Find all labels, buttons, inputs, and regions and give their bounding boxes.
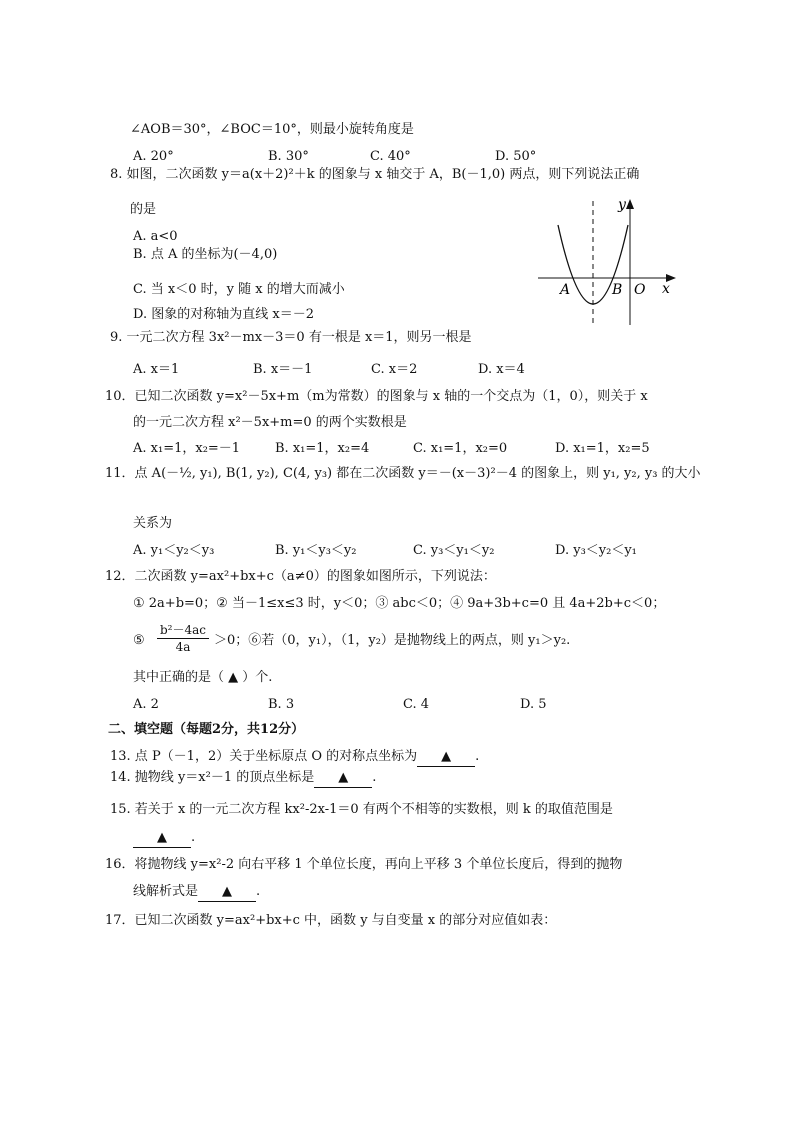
q16-text: 线解析式是 [133,884,199,899]
q7-option-b: B. 30° [268,149,309,164]
q11-option-c: C. y₃＜y₁＜y₂ [413,543,495,558]
q12-option-c: C. 4 [403,697,430,712]
q10-line1: 10．已知二次函数 y=x²－5x+m（m为常数）的图象与 x 轴的一个交点为（1，0），则关于 x [105,389,648,404]
q13-answer-blank[interactable]: ▲ [417,748,475,767]
q12-line1: 12．二次函数 y=ax²+bx+c（a≠0）的图象如图所示，下列说法： [105,569,496,584]
q9-option-b: B. x＝－1 [253,362,313,377]
q14-period: . [372,770,377,785]
q8-parabola-graph [530,193,680,333]
q7-tail-text: ∠AOB＝30°，∠BOC＝10°，则最小旋转角度是 [130,122,414,137]
q16-answer-blank[interactable]: ▲ [198,883,256,902]
q17-text: 17．已知二次函数 y=ax²+bx+c 中，函数 y 与自变量 x 的部分对应值如表： [105,913,557,928]
q11-line1: 11．点 A(－½, y₁), B(1, y₂), C(4, y₃) 都在二次函数 y＝－(x－3)²－4 的图象上，则 y₁, y₂, y₃ 的大小 [105,466,701,481]
graph-label-o: O [634,282,646,298]
q9-option-d: D. x＝4 [478,362,525,377]
q12-line2: ① 2a+b=0；② 当－1≤x≤3 时，y＜0；③ abc＜0；④ 9a+3b+c=0 且 4a+2b+c＜0； [133,596,666,611]
q10-option-c: C. x₁=1，x₂=0 [413,441,508,456]
graph-label-b: B [612,282,623,298]
q10-option-d: D. x₁=1，x₂=5 [555,441,650,456]
q12-fraction-denominator: 4a [175,640,191,654]
q14-text: 14. 抛物线 y＝x²－1 的顶点坐标是 [110,770,315,785]
q12-line3-prefix: ⑤ [133,633,145,648]
q8-option-c: C. 当 x＜0 时，y 随 x 的增大而减小 [133,282,345,297]
graph-label-x: x [662,281,670,297]
graph-label-a: A [560,282,571,298]
q16-line2 [133,883,260,902]
q8-option-d: D. 图象的对称轴为直线 x＝－2 [133,307,314,322]
q8-line2: 的是 [130,202,157,217]
q14 [110,769,376,788]
q10-option-a: A. x₁=1，x₂=－1 [133,441,241,456]
q7-option-d: D. 50° [495,149,537,164]
q11-option-d: D. y₃＜y₂＜y₁ [555,543,637,558]
q13-period: . [475,749,480,764]
q12-option-a: A. 2 [133,697,159,712]
y-axis-arrow-icon [626,199,634,209]
section2-title: 二、填空题（每题2分，共12分） [108,722,305,737]
q13 [110,748,479,767]
q12-line3-suffix: ＞0；⑥若（0，y₁），（1，y₂）是抛物线上的两点，则 y₁＞y₂. [214,633,571,648]
q12-fraction-numerator: b²－4ac [157,622,209,639]
q8-option-a: A. a<0 [133,229,178,244]
q16-line1: 16．将抛物线 y=x²-2 向右平移 1 个单位长度，再向上平移 3 个单位长度后，得到的抛物 [105,857,623,872]
q12-option-b: B. 3 [268,697,295,712]
graph-label-y: y [618,197,626,213]
q11-option-a: A. y₁＜y₂＜y₃ [133,543,215,558]
q15-line1: 15. 若关于 x 的一元二次方程 kx²-2x-1＝0 有两个不相等的实数根，则 k 的取值范围是 [110,802,613,817]
q7-option-a: A. 20° [133,149,174,164]
q10-option-b: B. x₁=1，x₂=4 [275,441,370,456]
q8-option-b: B. 点 A 的坐标为(－4,0) [133,247,278,262]
q12-fraction [157,622,209,655]
q15-period: . [191,830,196,845]
q9-text: 9. 一元二次方程 3x²－mx－3＝0 有一根是 x＝1，则另一根是 [110,330,472,345]
q16-period: . [256,884,261,899]
q9-option-c: C. x＝2 [371,362,418,377]
q11-option-b: B. y₁＜y₃＜y₂ [275,543,357,558]
q15-answer-blank[interactable]: ▲ [133,829,191,848]
q12-line4: 其中正确的是（ ▲ ）个. [133,670,273,685]
q14-answer-blank[interactable]: ▲ [314,769,372,788]
q7-option-c: C. 40° [370,149,411,164]
q10-line2: 的一元二次方程 x²－5x+m=0 的两个实数根是 [133,415,407,430]
q8-line1: 8. 如图，二次函数 y＝a(x＋2)²＋k 的图象与 x 轴交于 A，B(－1,0) 两点，则下列说法正确 [110,167,640,182]
q15-line2 [133,829,195,848]
q11-line2: 关系为 [133,516,173,531]
q9-option-a: A. x＝1 [133,362,180,377]
q12-option-d: D. 5 [520,697,547,712]
q13-text: 13. 点 P（－1，2）关于坐标原点 O 的对称点坐标为 [110,749,418,764]
